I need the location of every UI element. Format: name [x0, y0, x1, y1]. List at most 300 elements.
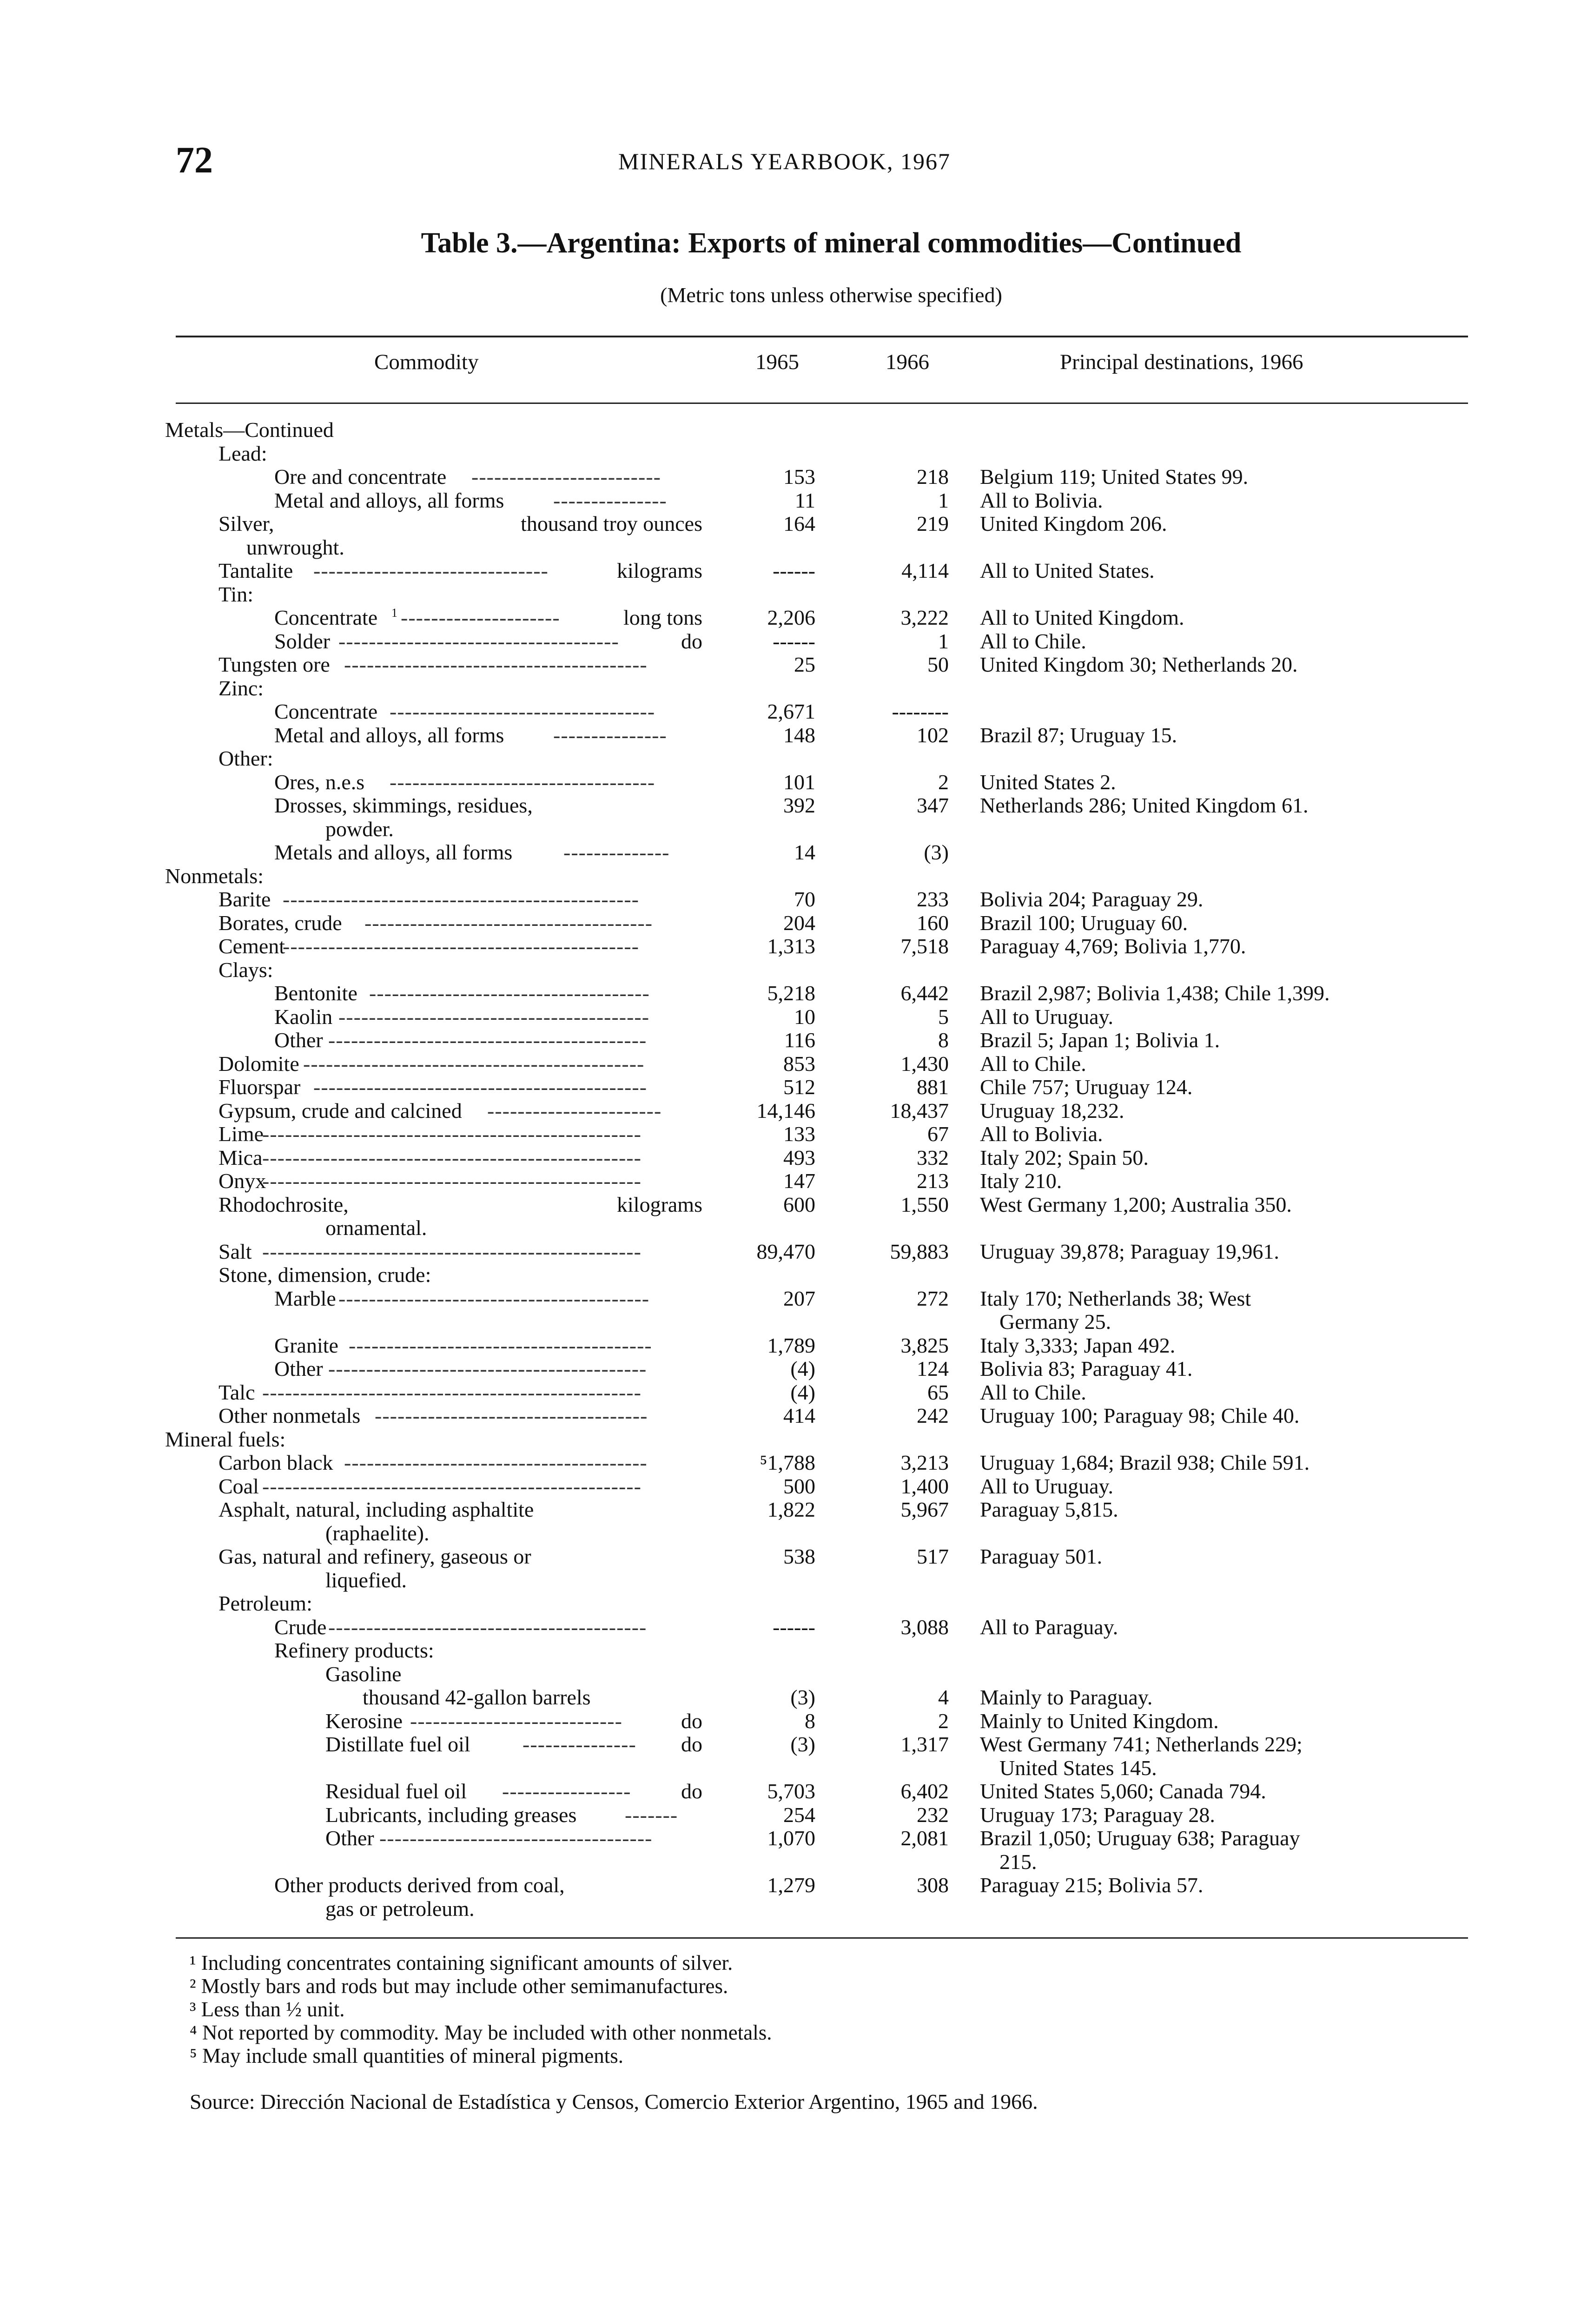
value-1965: 1,822: [767, 1498, 815, 1521]
table-row: [0, 1005, 1574, 1029]
destination: Belgium 119; United States 99.: [980, 465, 1249, 489]
data-table: [0, 418, 1574, 1921]
value-1965: (4): [790, 1380, 815, 1404]
commodity-label: liquefied.: [325, 1568, 407, 1592]
dot-leader: -----------------: [502, 1779, 631, 1803]
commodity-label: Coal: [218, 1474, 259, 1498]
destination: United States 5,060; Canada 794.: [980, 1779, 1266, 1803]
value-1965: 493: [783, 1145, 815, 1169]
value-1966: 102: [917, 723, 949, 747]
value-1966: 124: [917, 1357, 949, 1380]
dot-leader: ------------------------------------------: [328, 1357, 647, 1380]
dot-leader: -------------------------: [471, 465, 661, 489]
destination: Uruguay 39,878; Paraguay 19,961.: [980, 1239, 1279, 1263]
value-1965: 8: [805, 1709, 815, 1733]
value-1966: 3,222: [900, 606, 949, 629]
dot-leader: ----------------------------: [410, 1709, 622, 1733]
value-1965: 600: [783, 1192, 815, 1216]
dot-leader: -----------------------------------------------: [283, 934, 639, 958]
dot-leader: --------------------------------------------------: [262, 1474, 642, 1498]
value-1966: 5,967: [900, 1498, 949, 1521]
commodity-label: Lubricants, including greases: [325, 1802, 577, 1827]
table-row: [0, 1569, 1574, 1592]
table-row: [0, 1756, 1574, 1780]
dot-leader: ---------------------: [401, 606, 560, 629]
unit-label: do: [681, 1709, 702, 1733]
destination: 215.: [999, 1849, 1037, 1874]
commodity-label: Lead:: [218, 441, 267, 465]
commodity-label: Other: [274, 1357, 323, 1380]
commodity-label: Drosses, skimmings, residues,: [274, 793, 533, 817]
table-row: [0, 935, 1574, 958]
value-1966: 1,317: [900, 1732, 949, 1756]
table-row: [0, 1287, 1574, 1311]
commodity-label: Other: [274, 1028, 323, 1052]
table-row: [0, 1122, 1574, 1146]
commodity-label: Bentonite: [274, 981, 357, 1005]
commodity-label: Gasoline: [325, 1662, 402, 1686]
destination: Italy 202; Spain 50.: [980, 1145, 1149, 1169]
commodity-label: Cement: [218, 934, 285, 958]
destination: West Germany 1,200; Australia 350.: [980, 1192, 1292, 1216]
value-1966: 4,114: [901, 559, 949, 582]
table-row: [0, 1099, 1574, 1123]
destination: All to United Kingdom.: [980, 606, 1184, 629]
value-1965: 1,070: [767, 1826, 815, 1850]
table-row: [0, 489, 1574, 513]
commodity-label: Concentrate: [274, 606, 378, 629]
commodity-label: Barite: [218, 887, 271, 911]
destination: Brazil 2,987; Bolivia 1,438; Chile 1,399.: [980, 981, 1330, 1005]
commodity-label: Metal and alloys, all forms: [274, 723, 504, 747]
commodity-label: Granite: [274, 1333, 338, 1357]
commodity-label: Onyx: [218, 1169, 266, 1193]
table-row: [0, 465, 1574, 489]
table-row: [0, 1733, 1574, 1756]
value-1966: 1: [938, 488, 949, 512]
dot-leader: --------------------------------------------------: [262, 1380, 642, 1404]
destination: Italy 210.: [980, 1169, 1062, 1193]
destination: West Germany 741; Netherlands 229;: [980, 1732, 1303, 1756]
value-1965: 2,206: [767, 606, 815, 629]
destination: Mainly to United Kingdom.: [980, 1709, 1219, 1733]
commodity-label: Concentrate: [274, 700, 378, 723]
commodity-label: Other products derived from coal,: [274, 1873, 565, 1897]
destination: Paraguay 5,815.: [980, 1498, 1118, 1521]
commodity-label: Stone, dimension, crude:: [218, 1263, 431, 1287]
unit-label: do: [681, 1732, 702, 1756]
value-1965: 254: [783, 1802, 815, 1827]
table-row: [0, 911, 1574, 935]
table-row: [0, 442, 1574, 466]
commodity-label: unwrought.: [246, 535, 344, 559]
destination: United Kingdom 206.: [980, 512, 1167, 535]
value-1965: 14,146: [756, 1098, 815, 1122]
commodity-label: Dolomite: [218, 1051, 299, 1076]
table-row: [0, 630, 1574, 654]
destination: Bolivia 83; Paraguay 41.: [980, 1357, 1193, 1380]
table-row: [0, 888, 1574, 911]
table-row: [0, 606, 1574, 630]
dot-leader: -----------------------------------------------: [283, 887, 639, 911]
footnote-5: ⁵ May include small quantities of mineral pigments.: [190, 2044, 624, 2067]
commodity-label: gas or petroleum.: [325, 1896, 475, 1921]
table-row: [0, 700, 1574, 724]
commodity-label: Kerosine: [325, 1709, 403, 1733]
value-1965: ------: [773, 1615, 815, 1639]
value-1965: 10: [794, 1004, 815, 1029]
dot-leader: ---------------: [522, 1732, 636, 1756]
dot-leader: -----------------------------------------: [338, 1286, 650, 1310]
table-row: [0, 1428, 1574, 1452]
value-1965: 392: [783, 793, 815, 817]
table-row: [0, 1263, 1574, 1287]
commodity-label: Clays:: [218, 957, 273, 982]
dot-leader: -------------------------------------: [338, 629, 619, 653]
dot-leader: ----------------------------------------: [349, 1333, 652, 1357]
destination: All to Bolivia.: [980, 1122, 1103, 1146]
destination: Netherlands 286; United Kingdom 61.: [980, 793, 1309, 817]
destination: Chile 757; Uruguay 124.: [980, 1075, 1193, 1099]
value-1966: 18,437: [890, 1098, 949, 1122]
destination: Brazil 87; Uruguay 15.: [980, 723, 1177, 747]
value-1966: 67: [927, 1122, 949, 1146]
value-1965: 25: [794, 653, 815, 676]
dot-leader: -------------------------------: [313, 559, 549, 582]
table-row: [0, 1803, 1574, 1827]
table-row: [0, 1592, 1574, 1616]
value-1965: (4): [790, 1357, 815, 1380]
value-1966: 213: [917, 1169, 949, 1193]
value-1965: 116: [784, 1028, 815, 1052]
value-1965: 153: [783, 465, 815, 489]
value-1965: 414: [783, 1404, 815, 1427]
commodity-label: Kaolin: [274, 1004, 333, 1029]
column-header-commodity: Commodity: [374, 350, 479, 374]
commodity-label: Ores, n.e.s: [274, 770, 365, 794]
table-row: [0, 1827, 1574, 1850]
table-row: [0, 1475, 1574, 1499]
footnotes: [190, 1951, 772, 2067]
table-row: [0, 1193, 1574, 1217]
table-row: [0, 1404, 1574, 1428]
value-1966: 517: [917, 1545, 949, 1568]
commodity-label: Crude: [274, 1615, 327, 1639]
commodity-label: Metals—Continued: [165, 418, 334, 442]
commodity-label: Silver,: [218, 512, 274, 535]
value-1966: 1: [938, 629, 949, 653]
bottom-rule: [176, 1937, 1468, 1939]
table-row: [0, 1874, 1574, 1897]
table-title: Table 3.—Argentina: Exports of mineral commodities—Continued: [421, 227, 1242, 259]
value-1966: 2: [938, 770, 949, 794]
table-row: [0, 1498, 1574, 1522]
destination: All to Uruguay.: [980, 1004, 1114, 1029]
destination: Brazil 100; Uruguay 60.: [980, 911, 1188, 935]
table-row: [0, 818, 1574, 841]
value-1966: 59,883: [890, 1239, 949, 1263]
value-1966: 272: [917, 1286, 949, 1310]
commodity-label: Lime: [218, 1122, 264, 1146]
commodity-label: powder.: [325, 817, 394, 841]
value-1966: 4: [938, 1685, 949, 1709]
column-header-destinations: Principal destinations, 1966: [1060, 350, 1303, 374]
commodity-label: Fluorspar: [218, 1075, 301, 1099]
value-1966: 1,400: [900, 1474, 949, 1498]
commodity-label: Zinc:: [218, 676, 264, 700]
table-row: [0, 1616, 1574, 1639]
table-row: [0, 1216, 1574, 1240]
commodity-label: Petroleum:: [218, 1591, 312, 1615]
unit-label: do: [681, 1779, 702, 1803]
table-subtitle: (Metric tons unless otherwise specified): [660, 283, 1002, 307]
dot-leader: -----------------------------------: [390, 770, 655, 794]
value-1965: 538: [783, 1545, 815, 1568]
value-1966: 3,825: [900, 1333, 949, 1357]
destination: Paraguay 501.: [980, 1545, 1103, 1568]
table-row: [0, 771, 1574, 794]
table-row: [0, 1076, 1574, 1099]
table-row: [0, 794, 1574, 818]
dot-leader: ----------------------------------------: [344, 653, 648, 676]
table-row: [0, 583, 1574, 607]
source-note: Source: Dirección Nacional de Estadística y Censos, Comercio Exterior Argentino, 1965 and 1966.: [190, 2090, 1038, 2113]
dot-leader: ---------------------------------------------: [303, 1051, 645, 1076]
table-row: [0, 1545, 1574, 1569]
dot-leader: ----------------------------------------: [344, 1451, 648, 1474]
footnote-1: ¹ Including concentrates containing significant amounts of silver.: [190, 1951, 733, 1974]
destination: All to Bolivia.: [980, 488, 1103, 512]
destination: Paraguay 215; Bolivia 57.: [980, 1873, 1204, 1897]
value-1966: 2,081: [900, 1826, 949, 1850]
value-1966: 6,442: [900, 981, 949, 1005]
value-1965: 853: [783, 1051, 815, 1076]
page-number: 72: [176, 140, 213, 181]
destination: All to Paraguay.: [980, 1615, 1118, 1639]
dot-leader: ------------------------------------: [379, 1826, 653, 1850]
commodity-label: Tantalite: [218, 559, 293, 582]
destination: United States 2.: [980, 770, 1116, 794]
commodity-label: Ore and concentrate: [274, 465, 447, 489]
dot-leader: ---------------: [553, 723, 667, 747]
commodity-label: Marble: [274, 1286, 336, 1310]
dot-leader: --------------------------------------------------: [262, 1169, 642, 1193]
dot-leader: --------------------------------------------------: [262, 1239, 642, 1263]
destination: Uruguay 173; Paraguay 28.: [980, 1802, 1215, 1827]
table-row: [0, 841, 1574, 865]
destination: Bolivia 204; Paraguay 29.: [980, 887, 1204, 911]
table-row: [0, 559, 1574, 583]
commodity-label: Gas, natural and refinery, gaseous or: [218, 1545, 531, 1568]
value-1966: 233: [917, 887, 949, 911]
table-row: [0, 1357, 1574, 1381]
table-row: [0, 1850, 1574, 1874]
value-1965: 1,279: [767, 1873, 815, 1897]
table-row: [0, 1029, 1574, 1052]
value-1966: --------: [892, 700, 949, 723]
value-1966: 1,430: [900, 1051, 949, 1076]
commodity-label: Metals and alloys, all forms: [274, 840, 513, 864]
dot-leader: -----------------------------------------: [338, 1004, 650, 1029]
value-1965: 512: [783, 1075, 815, 1099]
value-1966: 881: [917, 1075, 949, 1099]
table-row: [0, 865, 1574, 888]
table-row: [0, 653, 1574, 677]
value-1965: 101: [783, 770, 815, 794]
commodity-label: Refinery products:: [274, 1638, 434, 1662]
dot-leader: -----------------------------------: [390, 700, 655, 723]
table-row: [0, 1310, 1574, 1334]
unit-label: kilograms: [617, 1192, 702, 1216]
destination: Italy 170; Netherlands 38; West: [980, 1286, 1251, 1310]
value-1965: 1,313: [767, 934, 815, 958]
value-1966: 8: [938, 1028, 949, 1052]
destination: Italy 3,333; Japan 492.: [980, 1333, 1176, 1357]
value-1966: 3,213: [900, 1451, 949, 1474]
value-1965: ⁵1,788: [760, 1451, 815, 1474]
value-1966: 218: [917, 465, 949, 489]
destination: Germany 25.: [999, 1310, 1111, 1334]
value-1966: 308: [917, 1873, 949, 1897]
unit-label: do: [681, 629, 702, 653]
commodity-label: Gypsum, crude and calcined: [218, 1098, 462, 1122]
commodity-label: Other: [325, 1826, 374, 1850]
header-rule: [176, 403, 1468, 404]
table-row: [0, 1240, 1574, 1264]
value-1965: 89,470: [756, 1239, 815, 1263]
commodity-label: Tungsten ore: [218, 653, 330, 676]
value-1966: 3,088: [900, 1615, 949, 1639]
table-row: [0, 1451, 1574, 1475]
footnote-marker: 1: [391, 606, 397, 620]
table-row: [0, 536, 1574, 560]
value-1965: 207: [783, 1286, 815, 1310]
commodity-label: Nonmetals:: [165, 864, 264, 888]
commodity-label: Carbon black: [218, 1451, 333, 1474]
value-1966: 242: [917, 1404, 949, 1427]
value-1966: 1,550: [900, 1192, 949, 1216]
table-row: [0, 1639, 1574, 1663]
destination: All to United States.: [980, 559, 1155, 582]
value-1966: 232: [917, 1802, 949, 1827]
table-row: [0, 1686, 1574, 1710]
commodity-label: Salt: [218, 1239, 252, 1263]
destination: All to Chile.: [980, 1380, 1086, 1404]
destination: Paraguay 4,769; Bolivia 1,770.: [980, 934, 1246, 958]
value-1965: 5,703: [767, 1779, 815, 1803]
value-1966: 7,518: [900, 934, 949, 958]
commodity-label: Solder: [274, 629, 331, 653]
value-1965: 204: [783, 911, 815, 935]
destination: Uruguay 18,232.: [980, 1098, 1124, 1122]
commodity-label: Other:: [218, 746, 273, 770]
value-1965: (3): [790, 1685, 815, 1709]
value-1965: 500: [783, 1474, 815, 1498]
destination: All to Chile.: [980, 629, 1086, 653]
unit-label: kilograms: [617, 559, 702, 582]
commodity-label: thousand 42-gallon barrels: [363, 1685, 591, 1709]
dot-leader: --------------------------------------------------: [262, 1145, 642, 1169]
column-header-1965: 1965: [755, 350, 799, 374]
value-1965: 5,218: [767, 981, 815, 1005]
value-1966: 5: [938, 1004, 949, 1029]
value-1965: 133: [783, 1122, 815, 1146]
table-row: [0, 1334, 1574, 1358]
commodity-label: Residual fuel oil: [325, 1779, 467, 1803]
commodity-label: ornamental.: [325, 1216, 427, 1240]
table-row: [0, 1710, 1574, 1733]
commodity-label: Mica: [218, 1145, 263, 1169]
dot-leader: ------------------------------------: [375, 1404, 648, 1427]
table-row: [0, 958, 1574, 982]
destination: All to Uruguay.: [980, 1474, 1114, 1498]
value-1965: 11: [794, 488, 815, 512]
destination: Brazil 5; Japan 1; Bolivia 1.: [980, 1028, 1220, 1052]
value-1966: 160: [917, 911, 949, 935]
table-row: [0, 418, 1574, 442]
value-1965: (3): [790, 1732, 815, 1756]
value-1965: 148: [783, 723, 815, 747]
destination: Brazil 1,050; Uruguay 638; Paraguay: [980, 1826, 1300, 1850]
table-row: [0, 1052, 1574, 1076]
table-row: [0, 724, 1574, 747]
dot-leader: --------------: [563, 840, 670, 864]
value-1966: (3): [924, 840, 949, 864]
destination: Mainly to Paraguay.: [980, 1685, 1153, 1709]
commodity-label: Mineral fuels:: [165, 1427, 286, 1451]
commodity-label: Borates, crude: [218, 911, 342, 935]
value-1965: 70: [794, 887, 815, 911]
table-row: [0, 747, 1574, 771]
value-1966: 219: [917, 512, 949, 535]
dot-leader: ---------------: [553, 488, 667, 512]
unit-label: long tons: [623, 606, 702, 629]
column-header-1966: 1966: [886, 350, 929, 374]
dot-leader: -------------------------------------: [369, 981, 650, 1005]
destination: United States 145.: [999, 1756, 1157, 1780]
dot-leader: ------------------------------------------: [328, 1615, 647, 1639]
destination: Uruguay 1,684; Brazil 938; Chile 591.: [980, 1451, 1310, 1474]
table-row: [0, 1146, 1574, 1170]
table-row: [0, 512, 1574, 536]
dot-leader: --------------------------------------: [364, 911, 653, 935]
footnote-3: ³ Less than ½ unit.: [190, 1998, 345, 2021]
value-1966: 332: [917, 1145, 949, 1169]
commodity-label: Rhodochrosite,: [218, 1192, 349, 1216]
value-1965: 2,671: [767, 700, 815, 723]
value-1966: 2: [938, 1709, 949, 1733]
value-1966: 65: [927, 1380, 949, 1404]
table-row: [0, 1780, 1574, 1803]
commodity-label: Talc: [218, 1380, 255, 1404]
commodity-label: Tin:: [218, 582, 254, 606]
commodity-label: Distillate fuel oil: [325, 1732, 470, 1756]
table-row: [0, 1663, 1574, 1686]
value-1965: 14: [794, 840, 815, 864]
table-row: [0, 1522, 1574, 1545]
table-row: [0, 1381, 1574, 1405]
value-1966: 6,402: [900, 1779, 949, 1803]
value-1965: 1,789: [767, 1333, 815, 1357]
destination: All to Chile.: [980, 1051, 1086, 1076]
commodity-label: Metal and alloys, all forms: [274, 488, 504, 512]
table-row: [0, 1169, 1574, 1193]
table-row: [0, 1897, 1574, 1921]
footnote-4: ⁴ Not reported by commodity. May be included with other nonmetals.: [190, 2021, 772, 2044]
value-1965: ------: [773, 559, 815, 582]
value-1965: 147: [783, 1169, 815, 1193]
footnote-2: ² Mostly bars and rods but may include other semimanufactures.: [190, 1974, 728, 1998]
